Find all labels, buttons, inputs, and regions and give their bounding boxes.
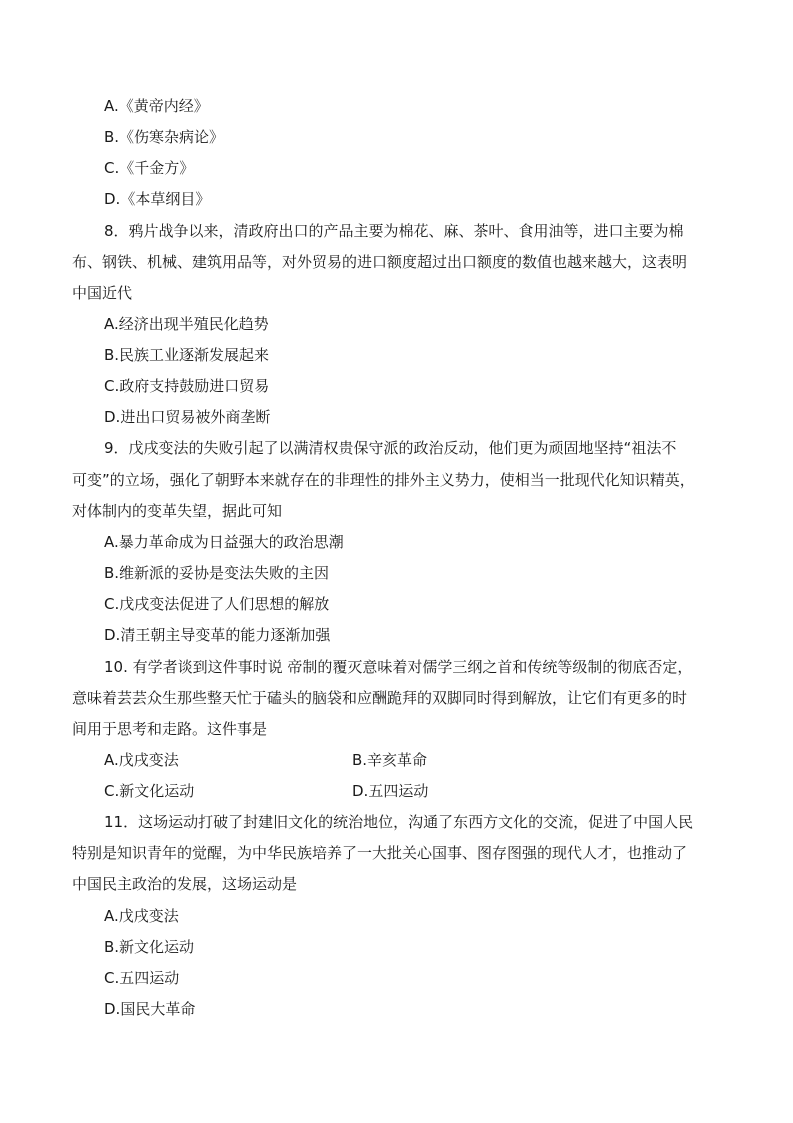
q9-stem-line-2: 可变”的立场，强化了朝野本来就存在的非理性的排外主义势力，使相当一批现代化知识精英， [72, 471, 695, 489]
q9-option-b: B.维新派的妥协是变法失败的主因 [104, 564, 330, 582]
q9-stem-line-3: 对体制内的变革失望，据此可知 [72, 502, 283, 520]
q10-option-a: A.戊戌变法 [104, 751, 179, 769]
q8-stem-line-1: 8．鸦片战争以来，清政府出口的产品主要为棉花、麻、茶叶、食用油等，进口主要为棉 [104, 222, 684, 240]
q11-stem-line-1: 11．这场运动打破了封建旧文化的统治地位，沟通了东西方文化的交流，促进了中国人民 [104, 813, 694, 831]
q8-option-c: C.政府支持鼓励进口贸易 [104, 377, 270, 395]
q11-option-b: B.新文化运动 [104, 938, 195, 956]
q9-stem-line-1: 9．戊戌变法的失败引起了以满清权贵保守派的政治反动，他们更为顽固地坚持“祖法不 [104, 439, 677, 457]
q7-option-a: A.《黄帝内经》 [104, 97, 209, 115]
q9-option-c: C.戊戌变法促进了人们思想的解放 [104, 595, 330, 613]
q10-stem-line-2: 意味着芸芸众生那些整天忙于磕头的脑袋和应酬跪拜的双脚同时得到解放，让它们有更多的时 [72, 689, 688, 707]
q8-stem-line-2: 布、钢铁、机械、建筑用品等，对外贸易的进口额度超过出口额度的数值也越来越大，这表明 [72, 253, 688, 271]
q9-option-d: D.清王朝主导变革的能力逐渐加强 [104, 626, 331, 644]
q7-option-d: D.《本草纲目》 [104, 190, 211, 208]
q10-stem-line-1: 10. 有学者谈到这件事时说 帝制的覆灭意味着对儒学三纲之首和传统等级制的彻底否定， [104, 658, 693, 676]
q8-option-a: A.经济出现半殖民化趋势 [104, 315, 269, 333]
q11-stem-line-2: 特别是知识青年的觉醒，为中华民族培养了一大批关心国事、图存图强的现代人才，也推动了 [72, 844, 688, 862]
q11-option-d: D.国民大革命 [104, 1000, 196, 1018]
q10-stem-line-3: 间用于思考和走路。这件事是 [72, 720, 268, 738]
q9-option-a: A.暴力革命成为日益强大的政治思潮 [104, 533, 344, 551]
q11-option-a: A.戊戌变法 [104, 907, 179, 925]
q10-option-c: C.新文化运动 [104, 782, 195, 800]
q10-option-d: D.五四运动 [352, 782, 429, 800]
q8-option-d: D.进出口贸易被外商垄断 [104, 408, 271, 426]
q11-stem-line-3: 中国民主政治的发展，这场运动是 [72, 875, 298, 893]
q8-stem-line-3: 中国近代 [72, 284, 133, 302]
q11-option-c: C.五四运动 [104, 969, 180, 987]
q8-option-b: B.民族工业逐渐发展起来 [104, 346, 270, 364]
q7-option-b: B.《伤寒杂病论》 [104, 128, 225, 146]
q7-option-c: C.《千金方》 [104, 159, 195, 177]
q10-option-b: B.辛亥革命 [352, 751, 428, 769]
